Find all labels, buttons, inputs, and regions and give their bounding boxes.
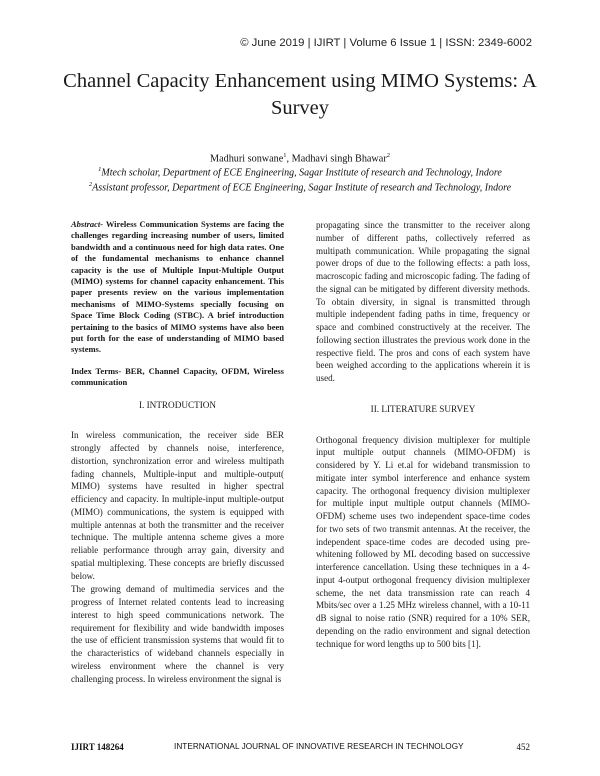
journal-header: © June 2019 | IJIRT | Volume 6 Issue 1 | ISSN: 2349-6002 [240,37,532,49]
left-column [71,219,284,685]
affiliation-superscript: 1 [98,166,102,173]
affiliation-text: Mtech scholar, Department of ECE Engineering, Sagar Institute of research and Technology, Indore [101,167,502,179]
section-heading-literature-survey: II. LITERATURE SURVEY [370,403,476,414]
footer-journal-name: INTERNATIONAL JOURNAL OF INNOVATIVE RESEARCH IN TECHNOLOGY [174,742,464,751]
abstract [71,219,284,356]
footer-paper-id: IJIRT 148264 [71,742,124,752]
body-paragraph: In wireless communication, the receiver side BER strongly affected by channels noise, interference, distortion, synchronization error and wireless multipath fading channels, Multiple-input and multiple-output( MIMO) systems have resulted in higher spectral efficiency and capacity. In multiple-input multiple-output (MIMO) communications, the system is equipped with multiple antennas at both the transmitter and the receiver technique. The multiple antenna scheme gives a more reliable performance through array gain, diversity and spatial multiplexing. These concepts are briefly discussed below. [71,430,284,581]
author-superscript: 2 [386,152,390,159]
affiliation-superscript: 2 [88,181,93,188]
body-paragraph: Orthogonal frequency division multiplexer for multiple input multiple output channels (MIMO-OFDM) is considered by Y. Li et.al for wideband transmission to mitigate inter symbol interference and enhance system capacity. The orthogonal frequency division multiplexer for multiple input multiple output channels (MIMO-OFDM) scheme uses two independent space-time codes for two sets of two transmit antennas. At the receiver, the independent space-time codes are decoded using pre-whitening followed by ML decoding based on successive interference cancellation. Using these techniques in a 4-input 4-output orthogonal frequency division multiplexer scheme, the net data transmission rate can reach 4 Mbits/sec over a 1.25 MHz wireless channel, with a 10-11 dB signal to noise ratio (SNR) required for a 10% SER, depending on the radio environment and signal detection technique for word lengths up to 500 bits [1]. [316,434,530,649]
index-terms: Index Terms- BER, Channel Capacity, OFDM, Wireless communication [71,365,284,388]
body-paragraph: The growing demand of multimedia services and the progress of Internet related contents lead to increasing interest to high speed communications network. The requirement for flexibility and wide bandwidth imposes the use of efficient transmission systems that would fit to the characteristics of wideband channels especially in wireless environment where the channel is very challenging process. In wireless environment the signal is [71,584,284,684]
affiliation [60,178,540,195]
abstract-lead: Abstract- [71,219,104,229]
body-paragraph: propagating since the transmitter to the receiver along number of different paths, collectively referred as multipath communication. While propagating the signal power drops of due to the following effects: a path loss, macroscopic fading and microscopic fading. The fading of the signal can be mitigated by different diversity methods. To obtain diversity, in signal is transmitted through multiple independent fading paths in time, frequency or space and combined constructively at the receiver. The following section illustrates the previous work done in the respective field. The pros and cons of each system have been weighed according to the applications wherein it is used. [316,220,530,383]
paper-title: Channel Capacity Enhancement using MIMO Systems: A Survey [63,70,537,119]
section-heading-introduction: I. INTRODUCTION [138,399,217,410]
author-separator: , [286,153,292,165]
page-number: 452 [516,742,530,752]
author-name: Madhavi singh Bhawar [291,153,387,165]
author-name: Madhuri sonwane [210,153,284,165]
abstract-text: Wireless Communication Systems are facing the challenges regarding increasing number of users, limited bandwidth and a continuous need for high data rates. One of the fundamental mechanisms to enhance channel capacity is the use of Multiple Input-Multiple Output (MIMO) systems for channel capacity enhancement. This paper presents review on the various implementation mechanisms of MIMO-Systems specially focusing on Space Time Block Coding (STBC). A brief introduction pertaining to the basics of MIMO systems have also been put forth for the ease of understanding of MIMO based systems. [71,219,284,355]
author-superscript: 1 [283,152,287,159]
right-column [316,219,530,650]
affiliation-text: Assistant professor, Department of ECE Engineering, Sagar Institute of research and Technology, Indore [92,182,512,194]
